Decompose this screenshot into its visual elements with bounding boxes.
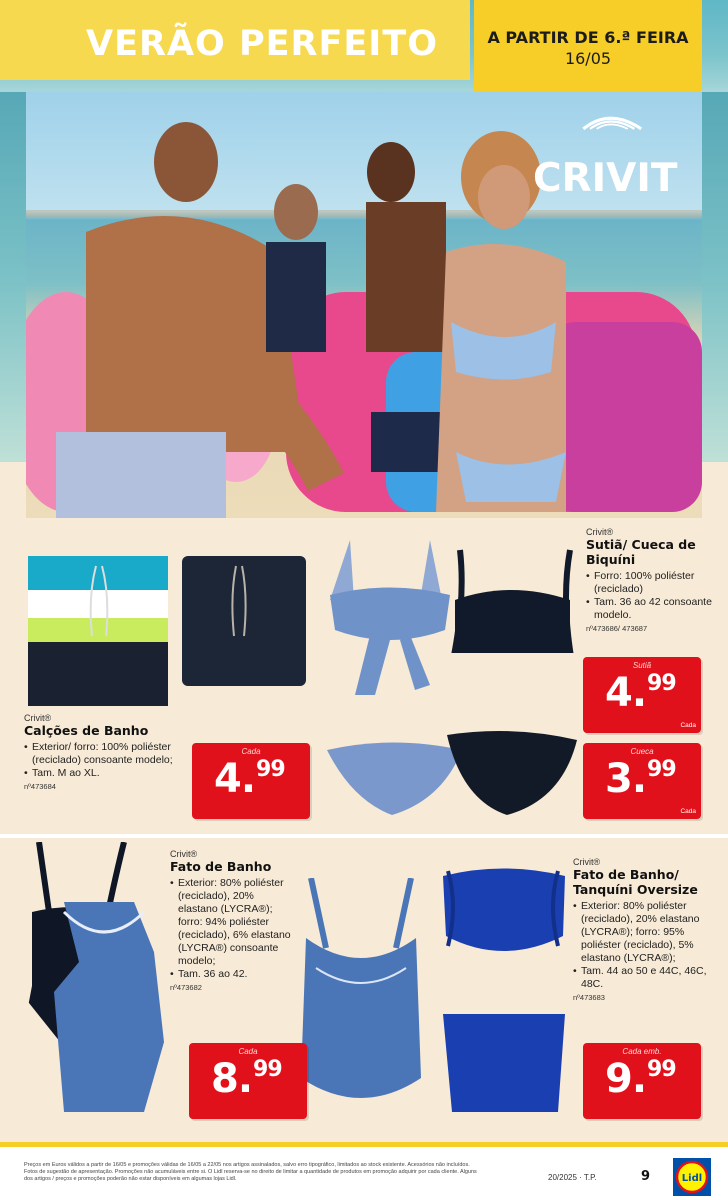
footer-yellow-bar [0, 1142, 728, 1147]
bikini-bullet-2: • Tam. 36 ao 42 consoante modelo. [586, 596, 726, 622]
footer-legal-text: Preços em Euros válidos a partir de 16/05 e promoções válidas de 16/05 a 22/05 nos artigos assinalados, salvo erro tipográfico, limitados ao stock existente. Acessórios não incluídos. Fotos de sugestão de apresentação. Promoções não acumuláveis entre si. O Lidl reserva-se no direito de limitar a quantidade de produtos em promoção adquirir por cada cliente. Alguns dos artigos / preços e promoções poderão não estar disponíveis em algumas lojas Lidl. [24, 1162, 477, 1182]
shorts-article-number: nº473684 [24, 782, 56, 791]
oversize-bullet-1: • Exterior: 80% poliéster (reciclado), 20% elastano (LYCRA®); forro: 95% poliéster (reciclado), 5% elastano (LYCRA®); [573, 900, 725, 965]
page-number: 9 [641, 1169, 651, 1184]
bikini-bottom-price-tag [583, 743, 701, 819]
bikini-info [586, 527, 726, 633]
bikini-brand: Crivit® [586, 527, 614, 537]
bikini-bottoms-image [322, 730, 582, 820]
bikini-top-price-suffix: Cada [680, 722, 696, 729]
oversize-bullet-2: • Tam. 44 ao 50 e 44C, 46C, 48C. [573, 965, 725, 991]
sea-border-left [0, 92, 26, 462]
crivit-swoosh-icon [530, 112, 690, 152]
bikini-bullet-1: • Forro: 100% poliéster (reciclado) [586, 570, 726, 596]
offer-date-line1: A PARTIR DE 6.ª FEIRA [487, 28, 689, 47]
price-cents: 99 [647, 757, 676, 782]
price-integer: 4. [605, 670, 647, 716]
swimsuit-price-value [211, 1056, 282, 1102]
oversize-price-value [605, 1056, 676, 1102]
offer-date-line2: 16/05 [564, 49, 612, 68]
shorts-bullet-2: • Tam. M ao XL. [24, 767, 199, 780]
price-cents: 99 [647, 1057, 676, 1082]
shorts-price-value [214, 756, 285, 802]
price-integer: 9. [605, 1056, 647, 1102]
oversize-price-unit: Cada emb. [622, 1047, 662, 1056]
swimsuit-bullet-1: • Exterior: 80% poliéster (reciclado), 20% elastano (LYCRA®); forro: 94% poliéster (reciclado), 6% elastano (LYCRA®) consoante modelo; [170, 877, 295, 968]
swimsuit-info [170, 849, 295, 992]
swimsuit-price-unit: Cada [238, 1047, 258, 1056]
footer-edition-code: 20/2025 · T.P. [548, 1173, 597, 1182]
bikini-bottom-price-unit: Cueca [630, 747, 654, 756]
oversize-info [573, 857, 725, 1002]
page-title: VERÃO PERFEITO [86, 24, 438, 64]
swimsuit-name: Fato de Banho [170, 859, 272, 874]
oversize-article-number: nº473683 [573, 993, 605, 1002]
price-cents: 99 [647, 671, 676, 696]
bikini-tops-image [330, 540, 580, 700]
swim-shorts-image [26, 556, 316, 706]
swimsuits-image [24, 842, 174, 1112]
oversize-brand: Crivit® [573, 857, 601, 867]
shorts-price-unit: Cada [241, 747, 261, 756]
bikini-name: Sutiã/ Cueca de Biquíni [586, 537, 696, 567]
shorts-name: Calções de Banho [24, 723, 149, 738]
price-integer: 3. [605, 756, 647, 802]
crivit-logo: CRIVIT [533, 156, 678, 201]
swimsuit-bullet-2: • Tam. 36 ao 42. [170, 968, 295, 981]
shorts-price-tag [192, 743, 310, 819]
oversize-swimwear-image [438, 866, 570, 1116]
lidl-logo-text: Lidl [681, 1173, 703, 1184]
offer-date-panel [474, 0, 702, 92]
lidl-logo-icon [673, 1158, 711, 1196]
price-integer: 4. [214, 756, 256, 802]
swimsuit-brand: Crivit® [170, 849, 198, 859]
header-title-panel [0, 0, 470, 80]
oversize-price-tag [583, 1043, 701, 1119]
bikini-top-price-tag [583, 657, 701, 733]
bikini-article-number: nº473686/ 473687 [586, 624, 648, 633]
bikini-top-price-unit: Sutiã [632, 661, 652, 670]
bikini-bottom-price-value [605, 756, 676, 802]
swimsuit-article-number: nº473682 [170, 983, 202, 992]
header-banner [0, 0, 728, 92]
section-divider [0, 834, 728, 838]
shorts-bullet-1: • Exterior/ forro: 100% poliéster (reciclado) consoante modelo; [24, 741, 199, 767]
bikini-top-price-value [605, 670, 676, 716]
shorts-info [24, 713, 199, 791]
price-integer: 8. [211, 1056, 253, 1102]
swimsuit-price-tag [189, 1043, 307, 1119]
patterned-swimsuit-image [296, 878, 426, 1113]
price-cents: 99 [253, 1057, 282, 1082]
bikini-bottom-price-suffix: Cada [680, 808, 696, 815]
oversize-name: Fato de Banho/ Tanquíni Oversize [573, 867, 698, 897]
sea-border-right [702, 92, 728, 462]
price-cents: 99 [256, 757, 285, 782]
shorts-brand: Crivit® [24, 713, 52, 723]
